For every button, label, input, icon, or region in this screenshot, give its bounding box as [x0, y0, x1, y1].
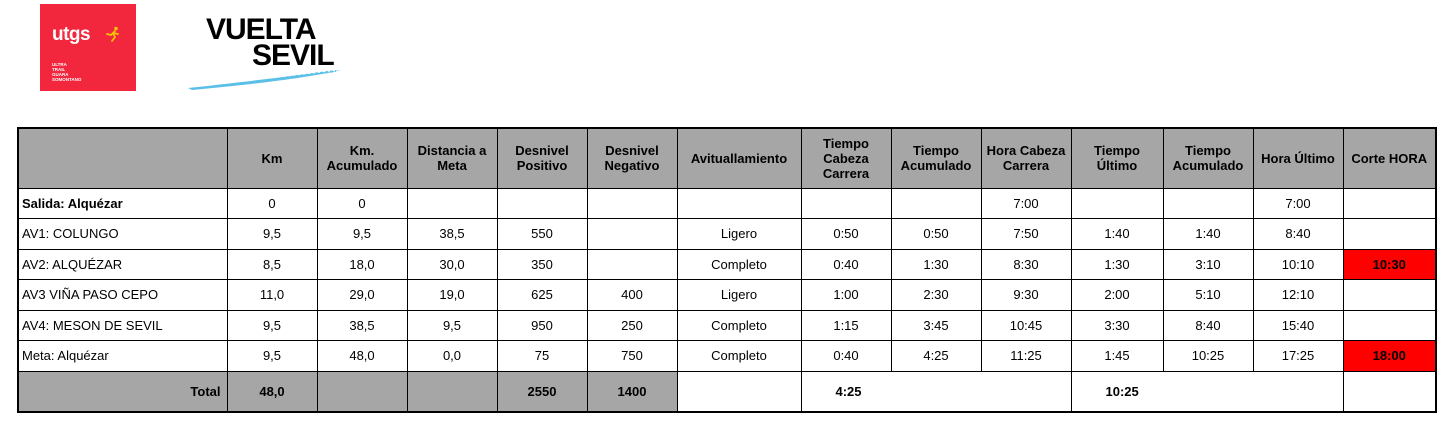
- col-header: Km: [227, 128, 317, 188]
- table-cell: [1163, 188, 1253, 219]
- col-header: Tiempo Acumulado: [1163, 128, 1253, 188]
- col-header: [18, 128, 227, 188]
- table-cell: [407, 188, 497, 219]
- table-cell: 2:30: [891, 280, 981, 311]
- table-cell: 9:30: [981, 280, 1071, 311]
- row-label: AV1: COLUNGO: [18, 219, 227, 250]
- table-cell: 3:10: [1163, 249, 1253, 280]
- table-row: [18, 341, 1436, 372]
- table-cell: 1:40: [1163, 219, 1253, 250]
- table-cell: [1071, 188, 1163, 219]
- table-cell: 7:50: [981, 219, 1071, 250]
- table-cell: 8:40: [1163, 310, 1253, 341]
- table-cell: 11,0: [227, 280, 317, 311]
- race-schedule-table: [17, 127, 1437, 413]
- col-header: Tiempo Último: [1071, 128, 1163, 188]
- col-header: Corte HORA: [1343, 128, 1436, 188]
- table-cell: Ligero: [677, 280, 801, 311]
- col-header: Km. Acumulado: [317, 128, 407, 188]
- table-cell: Completo: [677, 249, 801, 280]
- table-cell: 38,5: [317, 310, 407, 341]
- table-cell: 4:25: [891, 341, 981, 372]
- table-cell: 0: [317, 188, 407, 219]
- col-header: Tiempo Cabeza Carrera: [801, 128, 891, 188]
- total-tiempo-cabeza: 4:25: [801, 371, 1071, 412]
- table-row: [18, 188, 1436, 219]
- table-cell: 0:40: [801, 341, 891, 372]
- cut-time-cell: [1343, 219, 1436, 250]
- table-cell: 10:45: [981, 310, 1071, 341]
- table-cell: 29,0: [317, 280, 407, 311]
- row-label: AV4: MESON DE SEVIL: [18, 310, 227, 341]
- table-cell: 8:30: [981, 249, 1071, 280]
- utgs-logo: [40, 4, 136, 91]
- table-cell: Ligero: [677, 219, 801, 250]
- table-cell: 48,0: [317, 341, 407, 372]
- table-cell: 7:00: [1253, 188, 1343, 219]
- col-header: Hora Cabeza Carrera: [981, 128, 1071, 188]
- table-cell: 11:25: [981, 341, 1071, 372]
- table-cell: [587, 219, 677, 250]
- table-cell: [801, 188, 891, 219]
- vuelta-sevil-logo: [186, 12, 346, 92]
- table-row: [18, 280, 1436, 311]
- table-cell: 3:30: [1071, 310, 1163, 341]
- table-cell: 0:50: [801, 219, 891, 250]
- utgs-logo-subtitle: ULTRA TRAIL GUARA SOMONTANO: [52, 62, 82, 82]
- table-cell: 15:40: [1253, 310, 1343, 341]
- total-empty-cell: [407, 371, 497, 412]
- table-cell: [677, 188, 801, 219]
- col-header: Tiempo Acumulado: [891, 128, 981, 188]
- col-header: Avituallamiento: [677, 128, 801, 188]
- row-label: AV3 VIÑA PASO CEPO: [18, 280, 227, 311]
- table-cell: 2:00: [1071, 280, 1163, 311]
- table-cell: Completo: [677, 310, 801, 341]
- cut-time-cell: [1343, 310, 1436, 341]
- table-cell: 18,0: [317, 249, 407, 280]
- table-cell: 625: [497, 280, 587, 311]
- runner-icon: [106, 26, 120, 42]
- table-cell: 19,0: [407, 280, 497, 311]
- table-cell: 9,5: [227, 310, 317, 341]
- table-cell: 0:50: [891, 219, 981, 250]
- table-cell: 750: [587, 341, 677, 372]
- table-cell: 550: [497, 219, 587, 250]
- row-label: Salida: Alquézar: [18, 188, 227, 219]
- table-cell: Completo: [677, 341, 801, 372]
- table-cell: [891, 188, 981, 219]
- col-header: Desnivel Positivo: [497, 128, 587, 188]
- cut-time-cell: 10:30: [1343, 249, 1436, 280]
- total-empty-cell: [1343, 371, 1436, 412]
- table-cell: 12:10: [1253, 280, 1343, 311]
- cut-time-cell: [1343, 188, 1436, 219]
- col-header: Desnivel Negativo: [587, 128, 677, 188]
- row-label: Meta: Alquézar: [18, 341, 227, 372]
- table-cell: 10:10: [1253, 249, 1343, 280]
- table-cell: 9,5: [227, 341, 317, 372]
- swoosh-icon: [186, 62, 346, 92]
- table-cell: 7:00: [981, 188, 1071, 219]
- table-cell: 17:25: [1253, 341, 1343, 372]
- col-header: Distancia a Meta: [407, 128, 497, 188]
- table-total-row: [18, 371, 1436, 412]
- vuelta-logo-line2: SEVIL: [252, 39, 334, 72]
- cut-time-cell: 18:00: [1343, 341, 1436, 372]
- table-cell: 250: [587, 310, 677, 341]
- table-cell: 1:30: [1071, 249, 1163, 280]
- table-cell: 9,5: [227, 219, 317, 250]
- table-cell: 950: [497, 310, 587, 341]
- table-cell: 3:45: [891, 310, 981, 341]
- table-cell: 1:15: [801, 310, 891, 341]
- utgs-logo-word: utgs: [52, 24, 91, 45]
- col-header: Hora Último: [1253, 128, 1343, 188]
- table-cell: 350: [497, 249, 587, 280]
- table-cell: 1:45: [1071, 341, 1163, 372]
- table-cell: [497, 188, 587, 219]
- total-tiempo-ultimo: 10:25: [1071, 371, 1343, 412]
- table-cell: 30,0: [407, 249, 497, 280]
- table-cell: 10:25: [1163, 341, 1253, 372]
- table-cell: 9,5: [407, 310, 497, 341]
- table-cell: 0: [227, 188, 317, 219]
- table-cell: 400: [587, 280, 677, 311]
- table-cell: 1:00: [801, 280, 891, 311]
- table-cell: 0,0: [407, 341, 497, 372]
- table-cell: [587, 188, 677, 219]
- total-label: Total: [18, 371, 227, 412]
- table-cell: 5:10: [1163, 280, 1253, 311]
- table-cell: 38,5: [407, 219, 497, 250]
- table-row: [18, 219, 1436, 250]
- table-cell: 9,5: [317, 219, 407, 250]
- table-cell: 75: [497, 341, 587, 372]
- table-cell: 8,5: [227, 249, 317, 280]
- table-cell: 8:40: [1253, 219, 1343, 250]
- total-empty-cell: [317, 371, 407, 412]
- table-header-row: [18, 128, 1436, 188]
- total-desnivel-positivo: 2550: [497, 371, 587, 412]
- row-label: AV2: ALQUÉZAR: [18, 249, 227, 280]
- table-cell: 0:40: [801, 249, 891, 280]
- cut-time-cell: [1343, 280, 1436, 311]
- table-cell: 1:40: [1071, 219, 1163, 250]
- table-row: [18, 310, 1436, 341]
- total-empty-cell: [677, 371, 801, 412]
- table-cell: 1:30: [891, 249, 981, 280]
- vuelta-logo-line1: VUELTA: [206, 13, 316, 46]
- total-desnivel-negativo: 1400: [587, 371, 677, 412]
- table-row: [18, 249, 1436, 280]
- table-cell: [587, 249, 677, 280]
- total-km: 48,0: [227, 371, 317, 412]
